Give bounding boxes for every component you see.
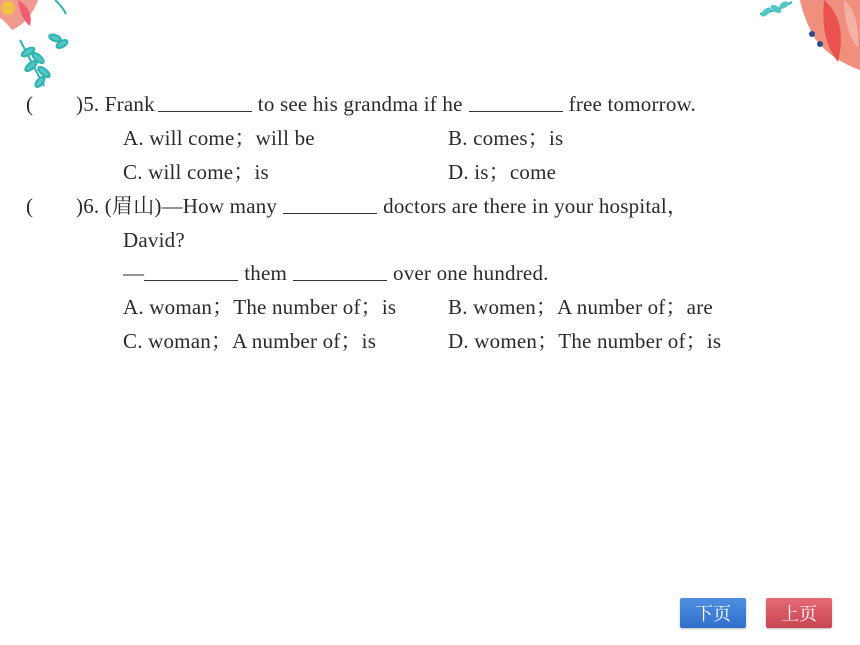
stem-text: —How many (161, 194, 278, 218)
stem-text: Frank (104, 92, 155, 116)
answer-blank[interactable] (158, 93, 252, 112)
answer-blank[interactable] (144, 262, 238, 281)
stem-text: them (244, 261, 287, 285)
next-page-button[interactable]: 下页 (680, 598, 746, 628)
reply-dash: — (123, 261, 145, 285)
previous-page-button[interactable]: 上页 (766, 598, 832, 628)
question-number: )6. (76, 194, 100, 218)
stem-text: doctors are there in your hospital， (383, 194, 689, 218)
question-number: )5. (76, 92, 100, 116)
option-a: A. woman；The number of；is (123, 295, 397, 319)
option-d: D. women；The number of；is (448, 329, 722, 353)
option-b: B. women；A number of；are (448, 295, 713, 319)
source-tag: (眉山) (104, 194, 162, 218)
stem-text: to see his grandma if he (257, 92, 463, 116)
option-d: D. is；come (448, 160, 557, 184)
stem-text: over one hundred. (393, 261, 549, 285)
option-a: A. will come；will be (123, 126, 315, 150)
answer-paren-open: ( (26, 92, 34, 116)
answer-blank[interactable] (283, 195, 377, 214)
answer-blank[interactable] (293, 262, 387, 281)
option-c: C. woman；A number of；is (123, 329, 377, 353)
answer-paren-open: ( (26, 194, 34, 218)
stem-text: free tomorrow. (568, 92, 697, 116)
option-b: B. comes；is (448, 126, 564, 150)
floral-decoration-left (0, 0, 80, 95)
option-c: C. will come；is (123, 160, 269, 184)
reply-line (123, 260, 549, 286)
stem-continuation: David? (123, 228, 185, 252)
answer-blank[interactable] (469, 93, 563, 112)
floral-decoration-right (720, 0, 860, 80)
